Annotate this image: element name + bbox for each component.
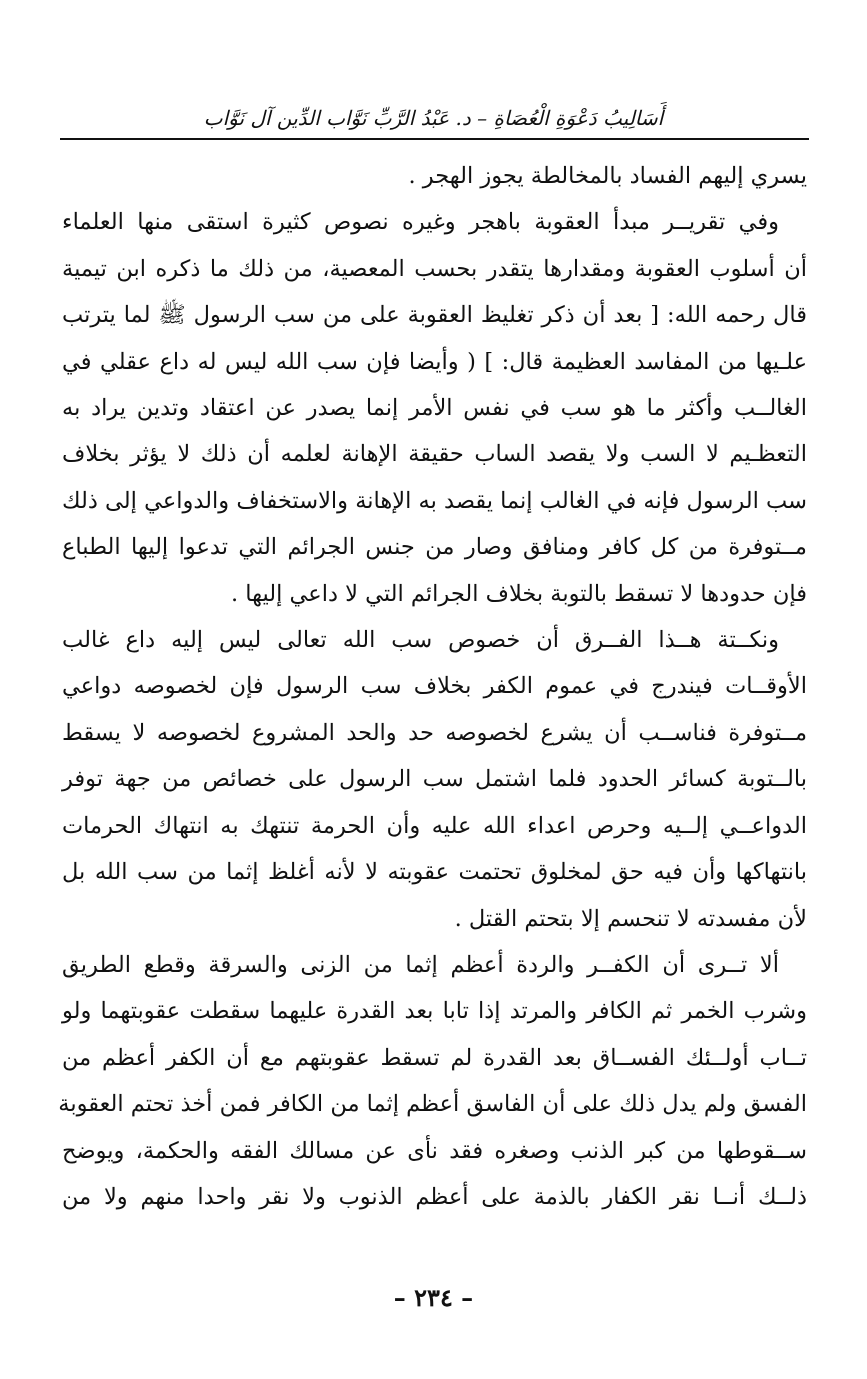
text-line: مــتوفرة من كل كافر ومنافق وصار من جنس الجرائم التي تدعوا إليها الطباع (62, 534, 807, 561)
text-line: وشرب الخمر ثم الكافر والمرتد إذا تابا بعد القدرة عليهما سقطت عقوبتهما ولو (62, 998, 807, 1025)
text-line: بانتهاكها وأن فيه حق لمخلوق تحتمت عقوبته لا لأنه أغلظ إثما من سب الله بل (62, 859, 807, 886)
paragraph-4 (58, 942, 807, 1220)
text-line: الغالــب وأكثر ما هو سب في نفس الأمر إنما يصدر عن اعتقاد وتدين يراد به (62, 395, 807, 422)
text-line: الفسق ولم يدل ذلك على أن الفاسق أعظم إثما من الكافر فمن أخذ تحتم العقوبة (58, 1091, 807, 1118)
text-line: سب الرسول فإنه في الغالب إنما يقصد به الإهانة والاستخفاف والدواعي إلى ذلك (62, 487, 807, 514)
header-divider (60, 138, 809, 140)
text-line: وفي تقريــر مبدأ العقوبة باهجر وغيره نصوص كثيرة استقى منها العلماء (62, 209, 779, 236)
text-line: الأوقــات فيندرج في عموم الكفر بخلاف سب الرسول فإن لخصوصه دواعي (62, 673, 807, 700)
page-number: – ٢٣٤ – (393, 1283, 474, 1312)
paragraph-1 (62, 153, 807, 199)
text-line: ســقوطها من كبر الذنب وصغره فقد نأى عن مسالك الفقه والحكمة، ويوضح (62, 1137, 807, 1164)
text-line: أن أسلوب العقوبة ومقدارها يتقدر بحسب المعصية، من ذلك ما ذكره ابن تيمية (62, 255, 807, 282)
text-line: الدواعــي إلــيه وحرص اعداء الله عليه وأن الحرمة تنتهك به انتهاك الحرمات (62, 812, 807, 839)
paragraph-2 (62, 199, 807, 617)
text-line: ذلــك أنــا نقر الكفار بالذمة على أعظم الذنوب ولا نقر واحدا منهم ولا من (62, 1183, 807, 1210)
text-line: ونكــتة هــذا الفــرق أن خصوص سب الله تعالى ليس إليه داع غالب (62, 627, 779, 654)
text-line: قال رحمه الله: [ بعد أن ذكر تغليظ العقوبة على من سب الرسول ﷺ لما يترتب (62, 302, 807, 329)
text-line: بالــتوبة كسائر الحدود فلما اشتمل سب الرسول على خصائص من جهة توفر (62, 766, 807, 793)
text-line: التعظـيم لا السب ولا يقصد الساب حقيقة الإهانة لعلمه أن ذلك لا يؤثر بخلاف (62, 441, 807, 468)
text-line: مــتوفرة فناســب أن يشرع لخصوصه حد والحد المشروع لخصوصه لا يسقط (62, 719, 807, 746)
text-line: يسري إليهم الفساد بالمخالطة يجوز الهجر . (408, 163, 807, 189)
text-line: تــاب أولــئك الفســاق بعد القدرة لم تسقط عقوبتهم مع أن الكفر أعظم من (62, 1044, 807, 1071)
text-line: لأن مفسدته لا تنحسم إلا بتحتم القتل . (454, 905, 807, 932)
text-line: فإن حدودها لا تسقط بالتوبة بخلاف الجرائم التي لا داعي إليها . (230, 580, 807, 607)
page-body (58, 153, 807, 1220)
paragraph-3 (62, 617, 807, 942)
text-line: علـيها من المفاسد العظيمة قال: ] ( وأيضا فإن سب الله ليس له داع عقلي في (62, 348, 807, 375)
text-line: ألا تــرى أن الكفــر والردة أعظم إثما من الزنى والسرقة وقطع الطريق (62, 951, 779, 978)
running-header: أَسَالِيبُ دَعْوَةِ الْعُصَاةِ – د. عَبْدُ الرَّبِّ نَوَّاب الدِّين آل نَوَّاب (203, 106, 664, 130)
